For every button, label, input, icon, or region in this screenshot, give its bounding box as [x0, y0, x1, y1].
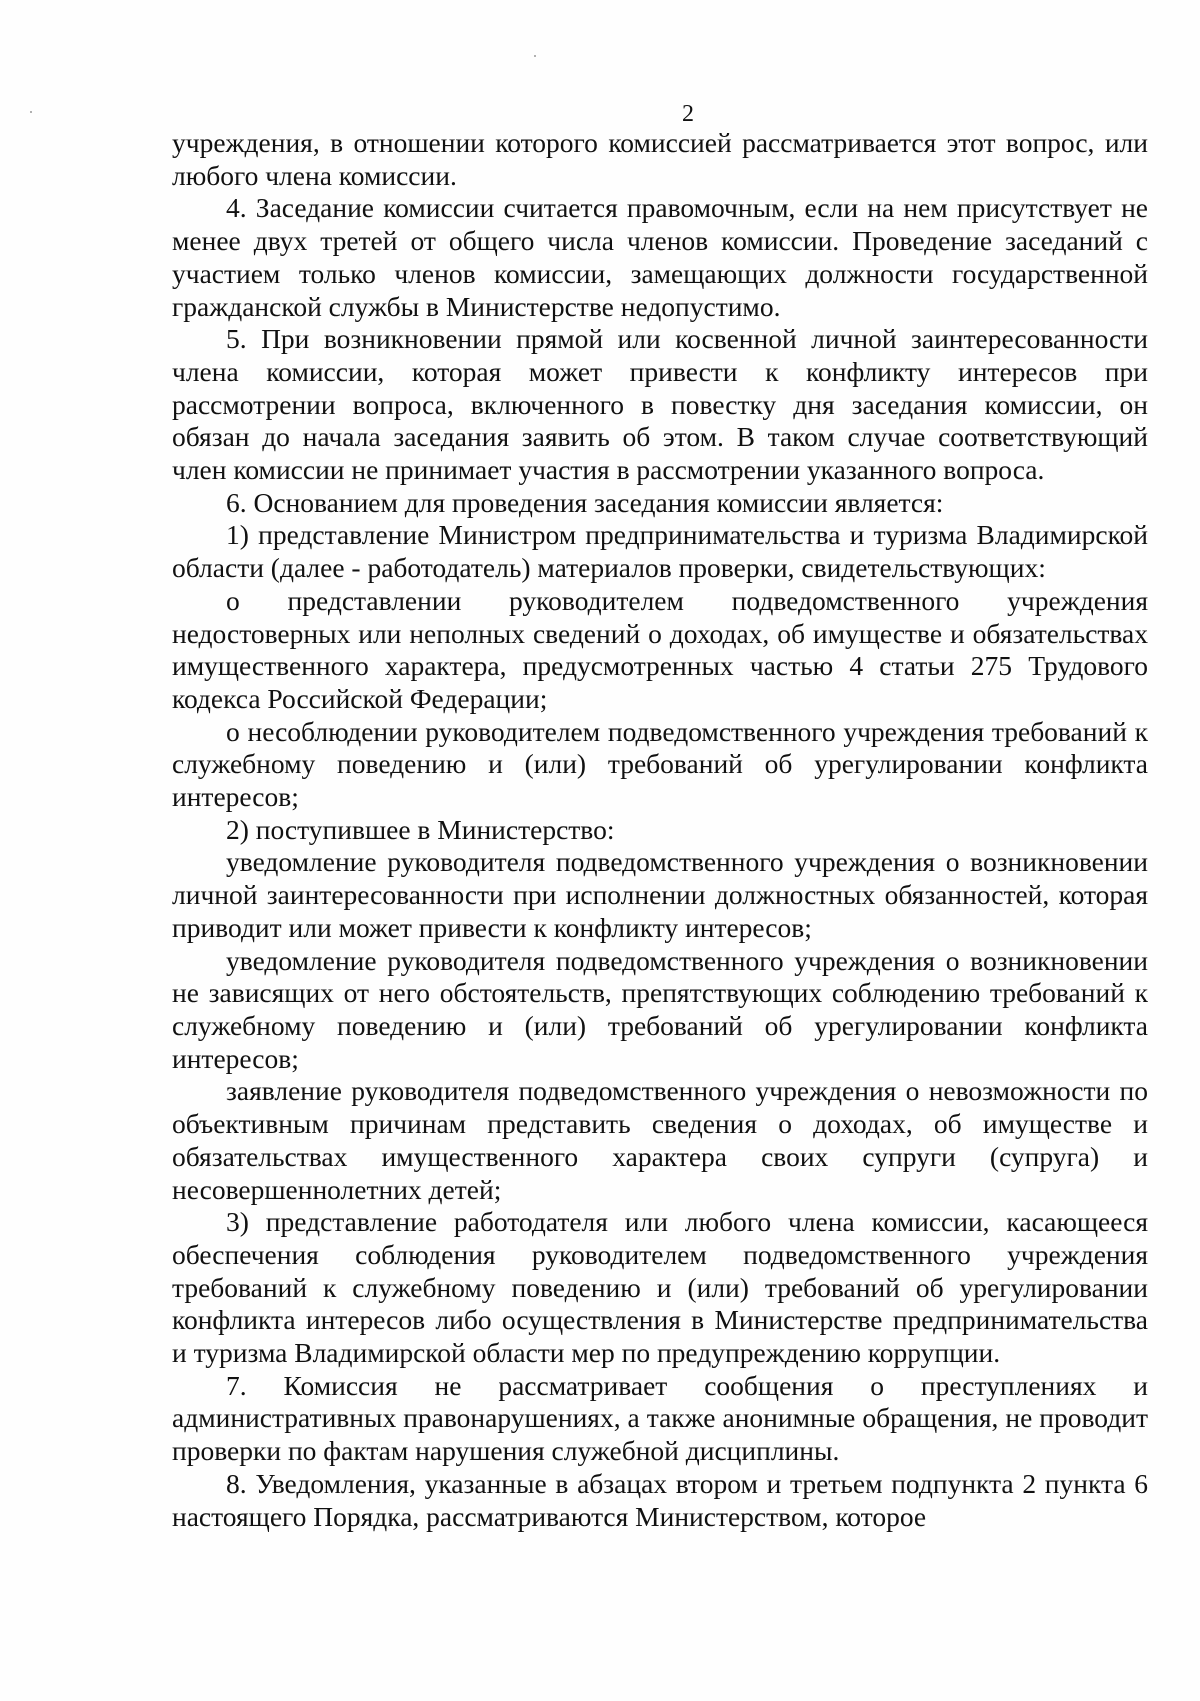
paragraph-continuation: учреждения, в отношении которого комиссией рассматривается этот вопрос, или любого члена комиссии.	[172, 127, 1148, 191]
paragraph-item-8: 8. Уведомления, указанные в абзацах втором и третьем подпункта 2 пункта 6 настоящего Порядка, рассматриваются Министерством, которое	[172, 1467, 1148, 1532]
subparagraph-2: 2) поступившее в Министерство:	[226, 813, 615, 845]
subparagraph-2-clause-a: уведомление руководителя подведомственного учреждения о возникновении личной заинтересованности при исполнении должностных обязанностей, которая приводит или может привести к конфликту интересов;	[172, 846, 1148, 943]
subparagraph-1-clause-a: о представлении руководителем подведомственного учреждения недостоверных или неполных сведений о доходах, об имуществе и обязательствах имущественного характера, предусмотренных частью 4 статьи 275 Трудового кодекса Российской Федерации;	[172, 584, 1148, 714]
paragraph-item-4: 4. Заседание комиссии считается правомочным, если на нем присутствует не менее двух третей от общего числа членов комиссии. Проведение заседаний с участием только членов комиссии, замещающих должности государственной гражданской службы в Министерстве недопустимо.	[172, 192, 1148, 322]
paragraph-item-7: 7. Комиссия не рассматривает сообщения о преступлениях и административных правонарушениях, а также анонимные обращения, не проводит проверки по фактам нарушения служебной дисциплины.	[172, 1369, 1148, 1467]
subparagraph-2-clause-c: заявление руководителя подведомственного учреждения о невозможности по объективным причинам представить сведения о доходах, об имуществе и обязательствах имущественного характера своих супруги (супруга) и несовершеннолетних детей;	[172, 1075, 1148, 1205]
page-number: 2	[682, 101, 694, 127]
scan-speck	[534, 55, 536, 57]
document-body	[172, 127, 1148, 1533]
subparagraph-1-clause-b: о несоблюдении руководителем подведомственного учреждения требований к служебному поведению и (или) требований об урегулировании конфликта интересов;	[172, 715, 1148, 813]
subparagraph-2-clause-b: уведомление руководителя подведомственного учреждения о возникновении не зависящих от него обстоятельств, препятствующих соблюдению требований к служебному поведению и (или) требований об урегулировании конфликта интересов;	[172, 944, 1148, 1074]
paragraph-item-6: 6. Основанием для проведения заседания комиссии является:	[226, 486, 944, 518]
paragraph-item-5: 5. При возникновении прямой или косвенной личной заинтересованности члена комиссии, которая может привести к конфликту интересов при рассмотрении вопроса, включенного в повестку дня заседания комиссии, он обязан до начала заседания заявить об этом. В таком случае соответствующий член комиссии не принимает участия в рассмотрении указанного вопроса.	[172, 323, 1148, 486]
subparagraph-3: 3) представление работодателя или любого члена комиссии, касающееся обеспечения соблюдения руководителем подведомственного учреждения требований к служебному поведению и (или) требований об урегулировании конфликта интересов либо осуществления в Министерстве предпринимательства и туризма Владимирской области мер по предупреждению коррупции.	[172, 1206, 1148, 1369]
subparagraph-1: 1) представление Министром предпринимательства и туризма Владимирской области (далее - работодатель) материалов проверки, свидетельствующих:	[172, 519, 1148, 584]
